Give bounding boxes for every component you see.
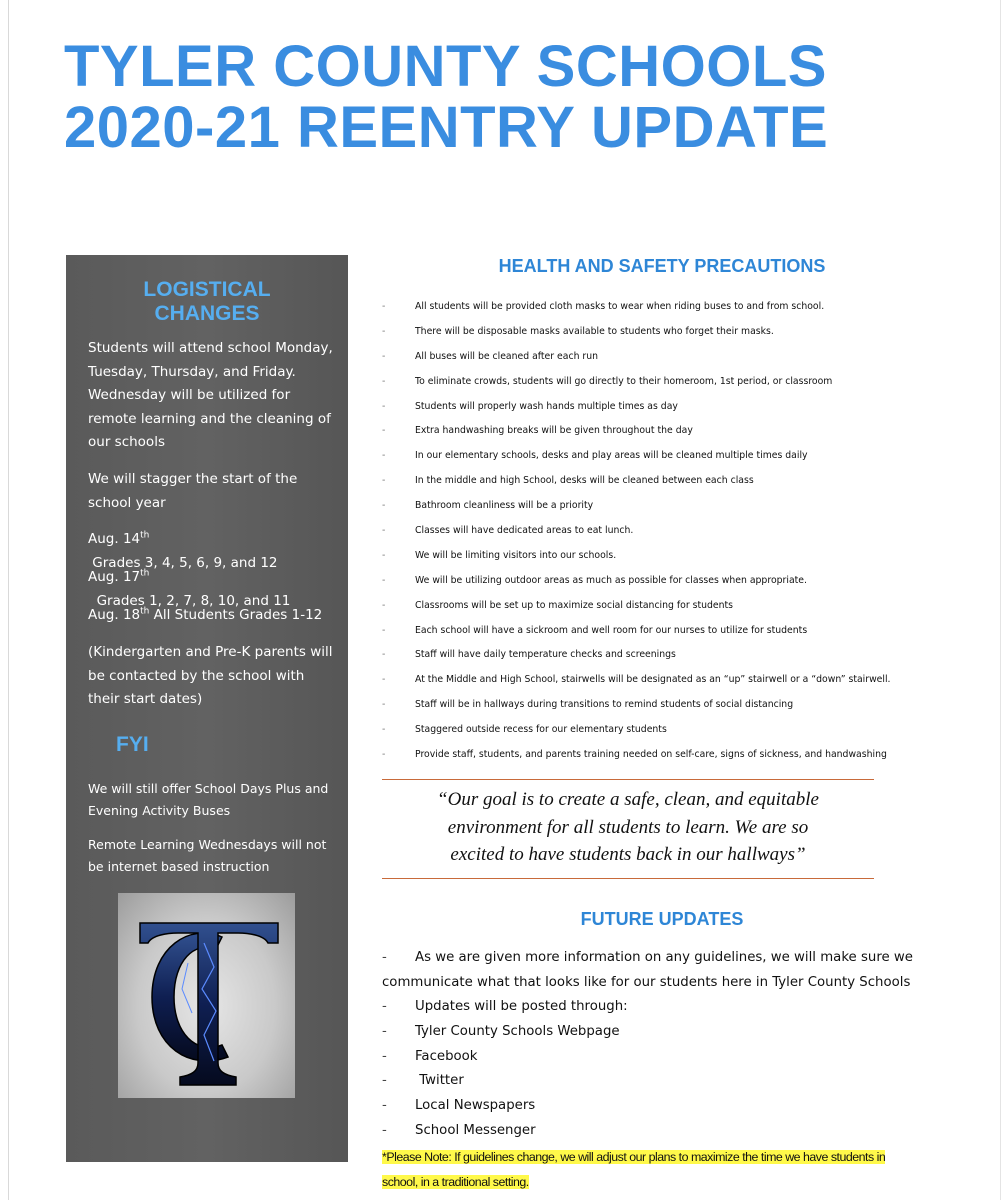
bullet-dash: - bbox=[382, 475, 386, 487]
list-item bbox=[382, 444, 982, 469]
bullet-dash: - bbox=[382, 1073, 387, 1089]
date-suffix: th bbox=[140, 568, 150, 579]
precaution-text: At the Middle and High School, stairwells will be designated as an “up” stairwell or a “down” stairwell. bbox=[415, 674, 891, 686]
precaution-text: Staggered outside recess for our elementary students bbox=[415, 724, 667, 736]
bullet-dash: - bbox=[382, 450, 386, 462]
page-edge-right bbox=[1000, 0, 1001, 1200]
update-text: Updates will be posted through: bbox=[415, 999, 628, 1015]
bullet-dash: - bbox=[382, 724, 386, 736]
bullet-dash: - bbox=[382, 425, 386, 437]
start-date-grades: All Students Grades 1-12 bbox=[149, 607, 323, 623]
bullet-dash: - bbox=[382, 574, 386, 586]
precaution-text: Classrooms will be set up to maximize social distancing for students bbox=[415, 599, 734, 611]
future-updates-heading: FUTURE UPDATES bbox=[580, 909, 744, 929]
list-item bbox=[382, 971, 982, 996]
bullet-dash: - bbox=[382, 375, 386, 387]
logistical-changes-heading bbox=[66, 278, 348, 326]
schedule-text: Students will attend school Monday, Tuesday, Thursday, and Friday. Wednesday will be utilized for remote learning and the cleaning of our schools bbox=[88, 340, 333, 450]
start-date: Aug. 14 bbox=[88, 531, 141, 547]
bullet-dash: - bbox=[382, 350, 386, 362]
quote-line-3: excited to have students back in our hallways” bbox=[450, 844, 806, 865]
start-date: Aug. 17 bbox=[88, 569, 141, 585]
tc-monogram-logo bbox=[118, 893, 295, 1098]
bullet-dash: - bbox=[382, 400, 386, 412]
precaution-text: Students will properly wash hands multiple times as day bbox=[415, 400, 678, 412]
divider-top bbox=[382, 779, 874, 780]
channel-text: Tyler County Schools Webpage bbox=[415, 1024, 620, 1040]
title-line-1: TYLER COUNTY SCHOOLS bbox=[64, 34, 827, 99]
tc-logo-icon bbox=[118, 893, 295, 1098]
precaution-text: Extra handwashing breaks will be given throughout the day bbox=[415, 425, 693, 437]
list-item bbox=[382, 594, 982, 619]
title-line-2: 2020-21 REENTRY UPDATE bbox=[64, 95, 829, 160]
fyi-item: Remote Learning Wednesdays will not be internet based instruction bbox=[88, 837, 327, 874]
health-safety-heading: HEALTH AND SAFETY PRECAUTIONS bbox=[498, 256, 826, 276]
list-item bbox=[382, 1094, 982, 1119]
guideline-note bbox=[382, 1145, 962, 1194]
precaution-text: Provide staff, students, and parents training needed on self-care, signs of sickness, and handwashing bbox=[415, 749, 887, 761]
list-item bbox=[382, 494, 982, 519]
kindergarten-note: (Kindergarten and Pre-K parents will be contacted by the school with their start dates) bbox=[88, 644, 333, 707]
list-item bbox=[382, 569, 982, 594]
precaution-text: All students will be provided cloth masks to wear when riding buses to and from school. bbox=[415, 301, 825, 312]
precaution-text: To eliminate crowds, students will go directly to their homeroom, 1st period, or classroom bbox=[415, 375, 833, 387]
precaution-text: Staff will have daily temperature checks and screenings bbox=[415, 649, 676, 661]
list-item bbox=[382, 718, 982, 743]
precaution-text: In the middle and high School, desks will be cleaned between each class bbox=[415, 475, 754, 487]
bullet-dash: - bbox=[382, 950, 387, 965]
health-safety-list bbox=[382, 295, 982, 768]
list-item bbox=[382, 395, 982, 420]
list-item bbox=[382, 995, 982, 1020]
channel-text: Local Newspapers bbox=[415, 1098, 536, 1114]
bullet-dash: - bbox=[382, 1024, 387, 1040]
list-item bbox=[382, 419, 982, 444]
channel-text: Facebook bbox=[415, 1048, 478, 1064]
note-line-2: school, in a traditional setting. bbox=[382, 1174, 529, 1189]
quote-line-2: environment for all students to learn. We are so bbox=[447, 816, 809, 838]
list-item bbox=[382, 295, 982, 320]
list-item bbox=[382, 519, 982, 544]
list-item bbox=[382, 693, 982, 718]
bullet-dash: - bbox=[382, 1098, 387, 1114]
list-item bbox=[382, 946, 982, 971]
list-item bbox=[382, 1119, 982, 1144]
fyi-heading: FYI bbox=[116, 733, 149, 756]
page-title bbox=[64, 36, 828, 158]
bullet-dash: - bbox=[382, 1122, 387, 1138]
precaution-text: Each school will have a sickroom and well room for our nurses to utilize for students bbox=[415, 624, 808, 636]
logistical-heading-line-1: LOGISTICAL bbox=[143, 278, 271, 301]
divider-bottom bbox=[382, 878, 874, 879]
bullet-dash: - bbox=[382, 749, 386, 761]
quote-line-1: “Our goal is to create a safe, clean, and equitable bbox=[437, 789, 819, 810]
bullet-dash: - bbox=[382, 1048, 387, 1064]
start-date-item bbox=[88, 604, 338, 628]
channel-text: Twitter bbox=[415, 1073, 464, 1089]
list-item bbox=[382, 1045, 982, 1070]
list-item bbox=[382, 743, 982, 768]
list-item bbox=[382, 1020, 982, 1045]
bullet-dash: - bbox=[382, 674, 386, 686]
precaution-text: We will be utilizing outdoor areas as much as possible for classes when appropriate. bbox=[415, 574, 807, 586]
precaution-text: In our elementary schools, desks and play areas will be cleaned multiple times daily bbox=[415, 450, 808, 462]
list-item bbox=[382, 469, 982, 494]
date-suffix: th bbox=[140, 606, 150, 617]
date-suffix: th bbox=[140, 530, 150, 541]
stagger-text: We will stagger the start of the school year bbox=[88, 471, 298, 511]
list-item bbox=[382, 370, 982, 395]
bullet-dash: - bbox=[382, 649, 386, 661]
page-edge-left bbox=[8, 0, 9, 1200]
fyi-item: We will still offer School Days Plus and Evening Activity Buses bbox=[88, 781, 329, 818]
note-line-1: *Please Note: If guidelines change, we will adjust our plans to maximize the time we have students in bbox=[382, 1150, 886, 1164]
bullet-dash: - bbox=[382, 599, 386, 611]
list-item bbox=[382, 1069, 982, 1094]
list-item bbox=[382, 619, 982, 644]
update-text: As we are given more information on any guidelines, we will make sure we bbox=[415, 950, 913, 965]
bullet-dash: - bbox=[382, 624, 386, 636]
precaution-text: All buses will be cleaned after each run bbox=[415, 350, 599, 362]
bullet-dash: - bbox=[382, 325, 386, 337]
start-date-grades: Grades 1, 2, 7, 8, 10, and 11 bbox=[88, 592, 291, 609]
list-item bbox=[382, 345, 982, 370]
start-date-grades: Grades 3, 4, 5, 6, 9, and 12 bbox=[88, 554, 278, 571]
goal-quote bbox=[382, 786, 874, 869]
precaution-text: We will be limiting visitors into our schools. bbox=[415, 549, 617, 561]
bullet-dash: - bbox=[382, 699, 386, 711]
list-item bbox=[382, 544, 982, 569]
list-item bbox=[382, 643, 982, 668]
list-item bbox=[382, 320, 982, 345]
bullet-dash: - bbox=[382, 549, 386, 561]
bullet-dash: - bbox=[382, 301, 386, 312]
precaution-text: There will be disposable masks available to students who forget their masks. bbox=[415, 325, 774, 337]
precaution-text: Staff will be in hallways during transitions to remind students of social distancing bbox=[415, 699, 794, 711]
channel-text: School Messenger bbox=[415, 1122, 536, 1138]
bullet-dash: - bbox=[382, 999, 387, 1015]
precaution-text: Classes will have dedicated areas to eat lunch. bbox=[415, 525, 634, 537]
future-updates-list bbox=[382, 946, 982, 1144]
precaution-text: Bathroom cleanliness will be a priority bbox=[415, 500, 594, 512]
logistical-heading-line-2: CHANGES bbox=[154, 302, 260, 325]
bullet-dash: - bbox=[382, 525, 386, 537]
start-date: Aug. 18 bbox=[88, 607, 141, 623]
bullet-dash: - bbox=[382, 500, 386, 512]
update-text: communicate what that looks like for our students here in Tyler County Schools bbox=[382, 974, 911, 990]
list-item bbox=[382, 668, 982, 693]
logistics-sidebar bbox=[66, 255, 348, 1162]
